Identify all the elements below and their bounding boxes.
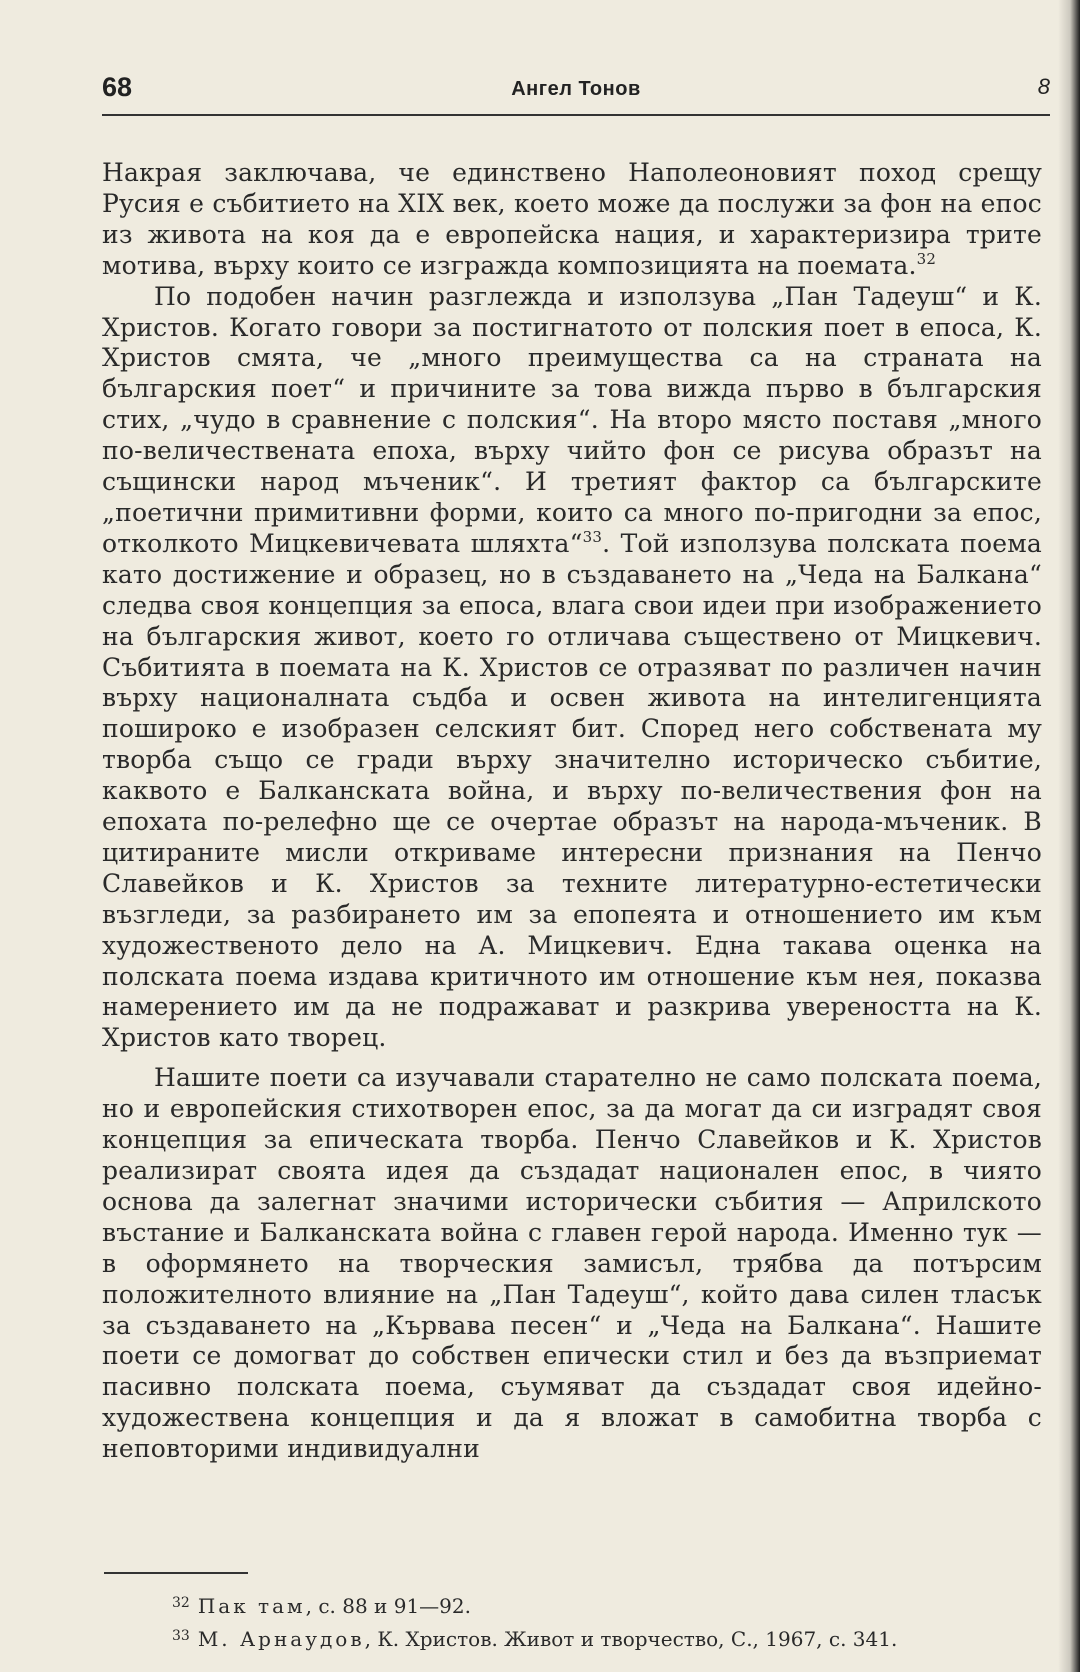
footnotes bbox=[172, 1588, 1052, 1654]
page-header bbox=[102, 72, 1050, 112]
footnote-author: М. Арнаудов bbox=[197, 1627, 365, 1651]
header-divider bbox=[102, 114, 1050, 116]
paragraph-2 bbox=[102, 282, 1042, 1055]
footnote-divider bbox=[104, 1572, 248, 1574]
footnote-author: Пак там bbox=[197, 1594, 306, 1618]
running-title: Ангел Тонов bbox=[511, 78, 641, 100]
footnote-text: , с. 88 и 91—92. bbox=[305, 1594, 471, 1618]
footnote-ref-32: 32 bbox=[916, 249, 937, 268]
paragraph-3-text: Нашите поети са изучавали старателно не само полската поема, но и европейския стихотворен епос, за да могат да си изградят своя концепция за епическата творба. Пенчо Славейков и К. Христов реализират своята идея да създадат национален епос, в чиято основа да залегнат значими исторически събития — Априлското въстание и Балканската война с главен герой народа. Именно тук — в оформянето на творческия замисъл, трябва да потърсим положителното влияние на „Пан Тадеуш“, който дава силен тласък за създаването на „Кървава песен“ и „Чеда на Балкана“. Нашите поети се домогват до собствен епически стил и без да възприемат пасивно полската поема, съумяват да създадат своя идейно-художествена концепция и да я вложат в самобитна творба с неповторими индивидуални bbox=[102, 1063, 1042, 1464]
page-number: 68 bbox=[102, 72, 133, 102]
paragraph-1 bbox=[102, 158, 1042, 282]
footnote-mark: 33 bbox=[172, 1628, 190, 1644]
footnote bbox=[172, 1588, 1052, 1621]
paragraph-3 bbox=[102, 1063, 1042, 1465]
body-text bbox=[102, 158, 1042, 1465]
footnote bbox=[172, 1621, 1052, 1654]
paragraph-2-tail: . Той използува полската поема като достижение и образец, но в създаването на „Чеда на Балкана“ следва своя концепция за епоса, влага свои идеи при изображението на българския живот, което го отличава съществено от Мицкевич. Събитията в поемата на К. Христов се отразяват по различен начин върху националната съдба и освен живота на интелигенцията поширокo е изобразен селският бит. Според него собствената му творба също се гради върху значително историческо събитие, каквото е Балканската война, и върху по-величествения фон на епохата по-релефно ще се очертае образът на народа-мъченик. В цитираните мисли откриваме интересни признания на Пенчо Славейков и К. Христов за техните литературно-естетически възгледи, за разбирането им за епопеята и отношението им към художественото дело на А. Мицкевич. Една такава оценка на полската поема издава критичното им отношение към нея, показва намерението им да не подражават и разкрива увереността на К. Христов като творец. bbox=[102, 528, 1043, 1053]
footnote-ref-33: 33 bbox=[582, 527, 603, 546]
footnote-mark: 32 bbox=[172, 1595, 190, 1611]
footnote-text: , К. Христов. Живот и творчество, С., 1967, с. 341. bbox=[364, 1627, 898, 1651]
paragraph-2-text: По подобен начин разглежда и използува „Пан Тадеуш“ и К. Христов. Когато говори за постигнатото от полския поет в епоса, К. Христов смята, че „много преимущества са на страната на българския поет“ и причините за това вижда първо в българския стих, „чудо в сравнение с полския“. На второ място поставя „много по-величествената епоха, върху чийто фон се рисува образът на същински народ мъченик“. И третият фактор са българските „поетични примитивни форми, които са много по-пригодни за епос, отколкото Мицкевичевата шляхта“ bbox=[102, 281, 1042, 558]
paragraph-1-text: Накрая заключава, че единствено Наполеоновият поход срещу Русия е събитието на XIX век, което може да послужи за фон на епос из живота на коя да е европейска нация, и характеризира трите мотива, върху които се изгражда композицията на поемата. bbox=[102, 158, 1042, 280]
section-number: 8 bbox=[1037, 74, 1050, 99]
